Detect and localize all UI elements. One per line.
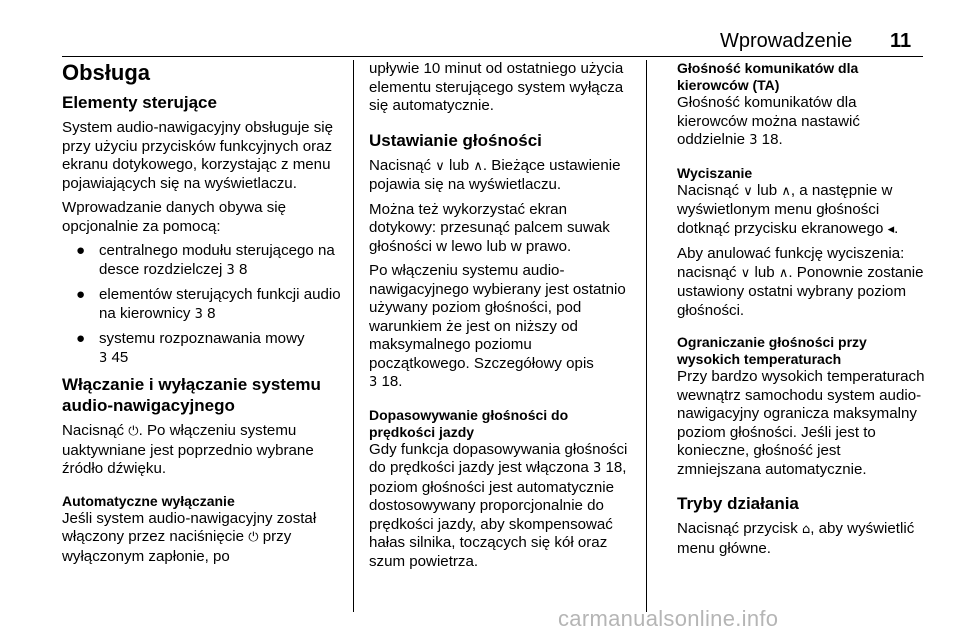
paragraph: Przy bardzo wysokich temperaturach wewnątrz samochodu system audio-nawigacyjny ogranicza maksymalny poziom głośności. Jeśli jest to konieczne, głośność jest zmniejszana automatycznie. [677,368,925,478]
heading-mute: Wyciszanie [677,164,753,181]
paragraph: Można też wykorzystać ekran dotykowy: przesunąć palcem suwak głośności w lewo lub w prawo. [369,200,610,255]
column-divider-1 [353,60,354,612]
heading-speed-volume: Dopasowywanie głośności do prędkości jazdy [369,406,569,440]
page-ref: 45 [111,348,129,366]
paragraph: upływie 10 minut od ostatniego użycia elementu sterującego system wyłącza się automatycznie. [369,60,624,114]
volume-up-icon: ∧ [778,265,789,281]
subsection-controls: Elementy sterujące [62,93,217,112]
power-icon: ⏻ [128,424,139,439]
bullet-icon: ● [76,286,86,303]
page-ref-icon: 3 [749,133,758,148]
subsection-modes: Tryby działania [677,494,799,513]
subsection-power: Włączanie i wyłączanie systemu audio-nawigacyjnego [62,375,321,415]
volume-up-icon: ∧ [781,183,791,199]
paragraph: Nacisnąć ∨ lub ∧. Bieżące ustawienie pojawia się na wyświetlaczu. [369,156,621,193]
volume-down-icon: ∨ [435,158,445,174]
bullet-icon: ● [76,242,86,259]
volume-up-icon: ∧ [473,158,483,174]
paragraph: System audio-nawigacyjny obsługuje się przy użyciu przycisków funkcyjnych oraz ekranu dotykowego, korzystając z menu pojawiających się na wyświetlaczu. [62,119,333,192]
page-ref-icon: 3 [593,461,602,476]
home-icon: ⌂ [801,522,811,537]
page-number: 11 [890,30,912,52]
volume-down-icon: ∨ [743,183,753,199]
paragraph: Aby anulować funkcję wyciszenia: nacisnąć ∨ lub ∧. Ponownie zostanie ustawiony ostatni wybrany poziom głośności. [677,245,924,319]
page-ref-icon: 3 [226,262,235,278]
header-divider [62,56,923,57]
paragraph: Wprowadzanie danych obywa się opcjonalnie za pomocą: [62,199,287,235]
heading-auto-off: Automatyczne wyłączanie [62,492,235,509]
heading-temperature-limit: Ograniczanie głośności przy wysokich temperaturach [677,334,867,367]
page-ref-icon: 3 [369,375,378,390]
page-ref: 8 [239,260,248,278]
power-icon: ⏻ [248,530,259,545]
list-item: ● centralnego modułu sterującego na desce rozdzielczej 3 8 [76,242,335,278]
section-title: Obsługa [62,60,151,85]
list-item: ● systemu rozpoznawania mowy 3 45 [76,330,305,366]
paragraph: Nacisnąć ∨ lub ∧, a następnie w wyświetlonym menu głośności dotknąć przycisku ekranowego ◂. [677,181,899,237]
column-2 [369,60,634,577]
watermark: carmanualsonline.info [558,606,779,631]
speaker-mute-icon: ◂ [887,221,895,237]
page-ref-icon: 3 [194,306,203,322]
paragraph: Jeśli system audio-nawigacyjny został włączony przez naciśnięcie ⏻ przy wyłączonym zapłonie, po [62,509,317,565]
column-1 [62,60,344,572]
page-title: Wprowadzenie [720,30,853,52]
page-ref-icon: 3 [99,350,108,366]
page-ref: 8 [207,304,216,322]
paragraph: Gdy funkcja dopasowywania głośności do prędkości jazdy jest włączona 3 18, poziom głośności jest automatycznie dostosowywany proporcjonalnie do prędkości jazdy, aby skompensować hałas silnika, toczących się kół oraz szum powietrza. [369,440,628,570]
heading-ta-volume: Głośność komunikatów dla kierowców (TA) [677,60,859,93]
paragraph: Po włączeniu systemu audio-nawigacyjnego wybierany jest ostatnio używany poziom głośności, pod warunkiem że jest on niższy od maksymalnego poziomu początkowego. Szczegółowy opis 3 18. [369,262,626,390]
column-3 [677,60,927,564]
paragraph: Nacisnąć przycisk ⌂, aby wyświetlić menu główne. [677,520,915,557]
volume-down-icon: ∨ [740,265,751,281]
subsection-volume: Ustawianie głośności [369,130,542,150]
bullet-icon: ● [76,330,86,347]
paragraph: Głośność komunikatów dla kierowców można nastawić oddzielnie 3 18. [677,94,860,148]
bullet-list [62,242,344,368]
column-divider-2 [646,60,647,612]
paragraph: Nacisnąć ⏻. Po włączeniu systemu uaktywniane jest poprzednio wybrane źródło dźwięku. [62,422,314,477]
list-item: ● elementów sterujących funkcji audio na kierownicy 3 8 [76,286,341,322]
page-header [0,30,960,56]
